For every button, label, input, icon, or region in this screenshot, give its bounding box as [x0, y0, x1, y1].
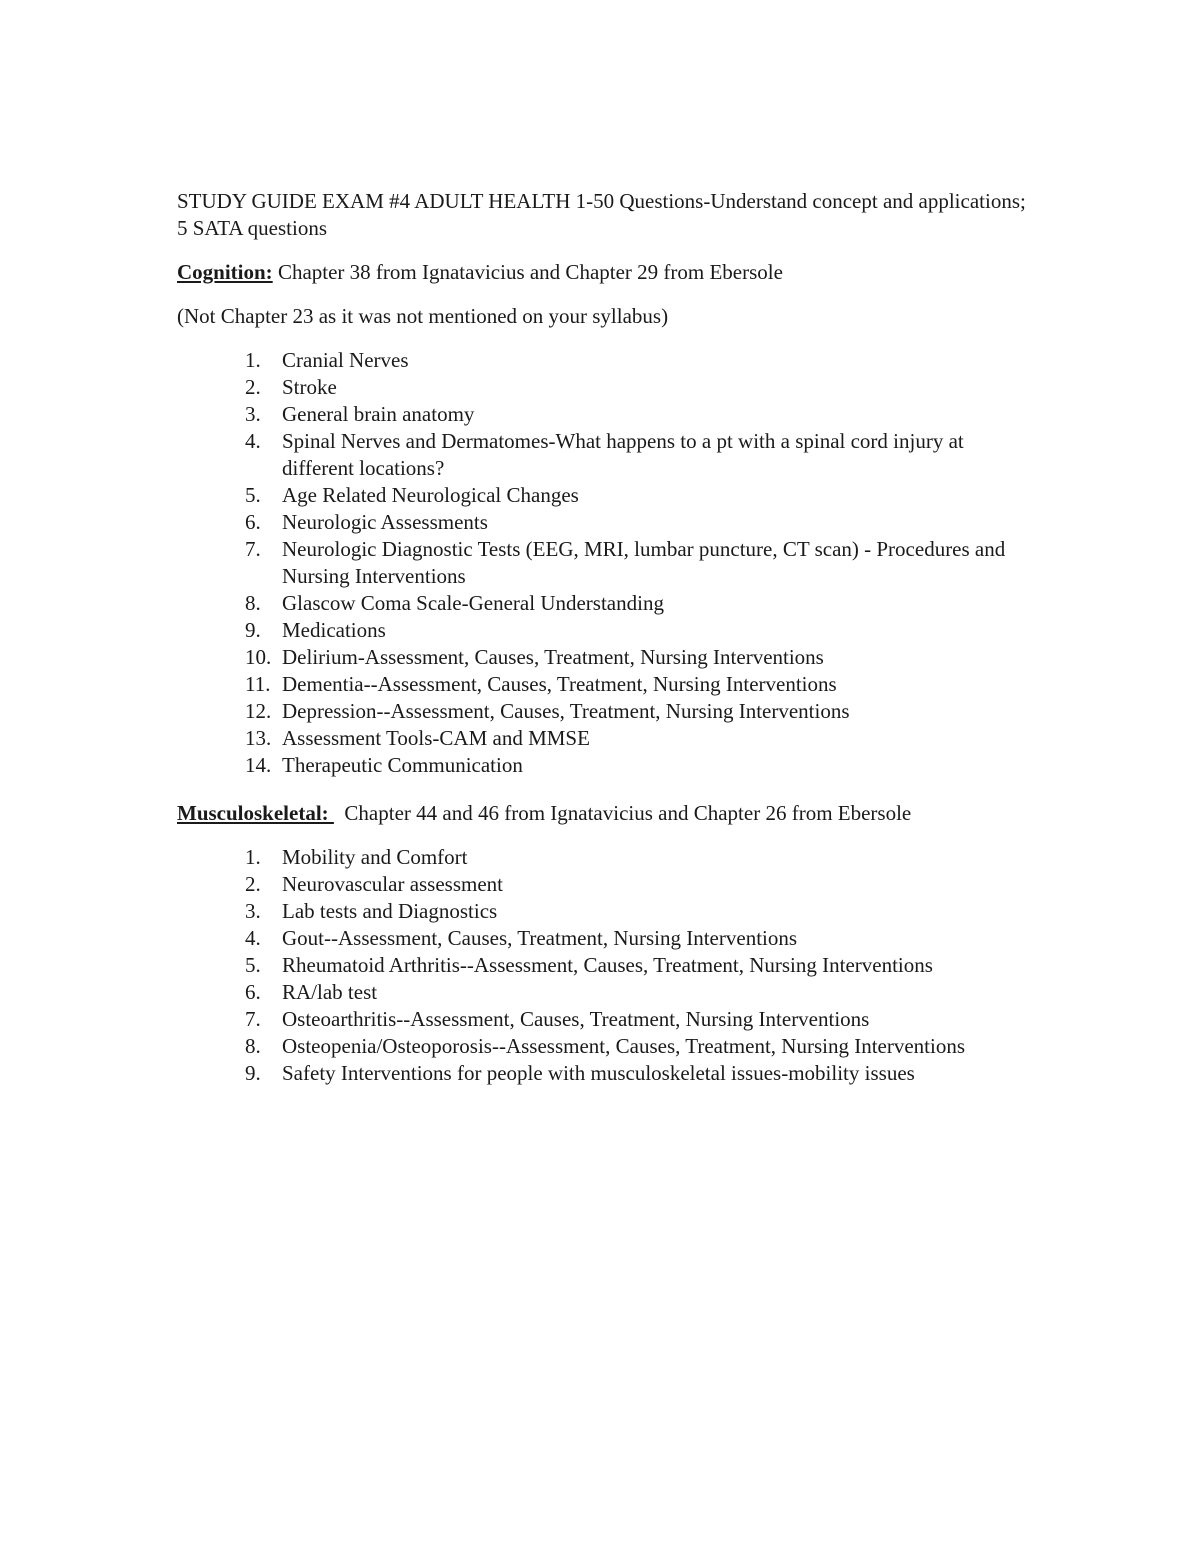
list-item-text: Dementia--Assessment, Causes, Treatment, Nursing Interventions: [282, 672, 837, 696]
list-item-number: 5.: [245, 953, 261, 977]
list-item-text: RA/lab test: [282, 980, 378, 1004]
list-item-number: 1.: [245, 348, 261, 372]
list-item-number: 6.: [245, 980, 261, 1004]
cognition-chapters: Chapter 38 from Ignatavicius and Chapter 29 from Ebersole: [272, 260, 783, 284]
list-item-number: 4.: [245, 926, 261, 950]
list-item-number: 11.: [245, 672, 271, 696]
document-body: [177, 188, 1037, 1104]
list-item-text: Therapeutic Communication: [282, 753, 523, 777]
list-item-text: Neurovascular assessment: [282, 872, 504, 896]
list-item-text: Assessment Tools-CAM and MMSE: [282, 726, 590, 750]
list-item-number: 5.: [245, 483, 261, 507]
list-item: [177, 428, 1037, 482]
list-item: [177, 698, 1037, 725]
list-item-number: 3.: [245, 899, 261, 923]
list-item-text: Glascow Coma Scale-General Understanding: [282, 591, 664, 615]
list-item-text: General brain anatomy: [282, 402, 475, 426]
list-item: [177, 844, 1037, 871]
list-item-text: Age Related Neurological Changes: [282, 483, 579, 507]
list-item-text: Neurologic Diagnostic Tests (EEG, MRI, lumbar puncture, CT scan) - Procedures and Nursing Interventions: [282, 537, 1006, 588]
cognition-heading: Cognition:: [177, 260, 273, 284]
list-item-number: 9.: [245, 618, 261, 642]
list-item: [177, 617, 1037, 644]
list-item-number: 8.: [245, 1034, 261, 1058]
list-item-text: Medications: [282, 618, 386, 642]
list-item-number: 7.: [245, 1007, 261, 1031]
list-item-number: 2.: [245, 872, 261, 896]
list-item: [177, 401, 1037, 428]
cognition-list: [177, 347, 1037, 779]
musculoskeletal-chapters: Chapter 44 and 46 from Ignatavicius and Chapter 26 from Ebersole: [333, 801, 912, 825]
list-item-number: 1.: [245, 845, 261, 869]
list-item-text: Gout--Assessment, Causes, Treatment, Nursing Interventions: [282, 926, 798, 950]
list-item: [177, 898, 1037, 925]
list-item: [177, 374, 1037, 401]
list-item-text: Cranial Nerves: [282, 348, 409, 372]
list-item-text: Stroke: [282, 375, 337, 399]
musculoskeletal-section-header: [177, 800, 1037, 827]
list-item-text: Mobility and Comfort: [282, 845, 468, 869]
list-item: [177, 1033, 1037, 1060]
list-item-text: Rheumatoid Arthritis--Assessment, Causes, Treatment, Nursing Interventions: [282, 953, 933, 977]
list-item-number: 12.: [245, 699, 272, 723]
list-item-text: Neurologic Assessments: [282, 510, 488, 534]
list-item: [177, 590, 1037, 617]
list-item-number: 13.: [245, 726, 272, 750]
list-item: [177, 1006, 1037, 1033]
list-item: [177, 536, 1037, 590]
list-item: [177, 482, 1037, 509]
list-item-number: 3.: [245, 402, 261, 426]
list-item-text: Spinal Nerves and Dermatomes-What happens to a pt with a spinal cord injury at different locations?: [282, 429, 964, 480]
list-item-number: 14.: [245, 753, 272, 777]
list-item: [177, 347, 1037, 374]
list-item: [177, 925, 1037, 952]
list-item-number: 9.: [245, 1061, 261, 1085]
list-item-text: Osteoarthritis--Assessment, Causes, Treatment, Nursing Interventions: [282, 1007, 870, 1031]
list-item: [177, 979, 1037, 1006]
list-item: [177, 752, 1037, 779]
list-item-text: Delirium-Assessment, Causes, Treatment, Nursing Interventions: [282, 645, 824, 669]
list-item: [177, 871, 1037, 898]
list-item-text: Depression--Assessment, Causes, Treatment, Nursing Interventions: [282, 699, 850, 723]
list-item: [177, 1060, 1037, 1087]
list-item-number: 10.: [245, 645, 272, 669]
musculoskeletal-heading: Musculoskeletal:: [177, 801, 334, 825]
list-item: [177, 725, 1037, 752]
musculoskeletal-list: [177, 844, 1037, 1087]
list-item-text: Osteopenia/Osteoporosis--Assessment, Causes, Treatment, Nursing Interventions: [282, 1034, 966, 1058]
list-item: [177, 509, 1037, 536]
document-title: STUDY GUIDE EXAM #4 ADULT HEALTH 1-50 Questions-Understand concept and applications; 5 SATA questions: [177, 189, 1026, 240]
cognition-note: (Not Chapter 23 as it was not mentioned on your syllabus): [177, 304, 669, 328]
cognition-section-header: [177, 259, 1037, 286]
list-item: [177, 952, 1037, 979]
list-item: [177, 644, 1037, 671]
list-item-number: 7.: [245, 537, 261, 561]
list-item-text: Lab tests and Diagnostics: [282, 899, 498, 923]
list-item-number: 6.: [245, 510, 261, 534]
list-item-number: 8.: [245, 591, 261, 615]
list-item: [177, 671, 1037, 698]
list-item-number: 4.: [245, 429, 261, 453]
list-item-text: Safety Interventions for people with musculoskeletal issues-mobility issues: [282, 1061, 915, 1085]
list-item-number: 2.: [245, 375, 261, 399]
